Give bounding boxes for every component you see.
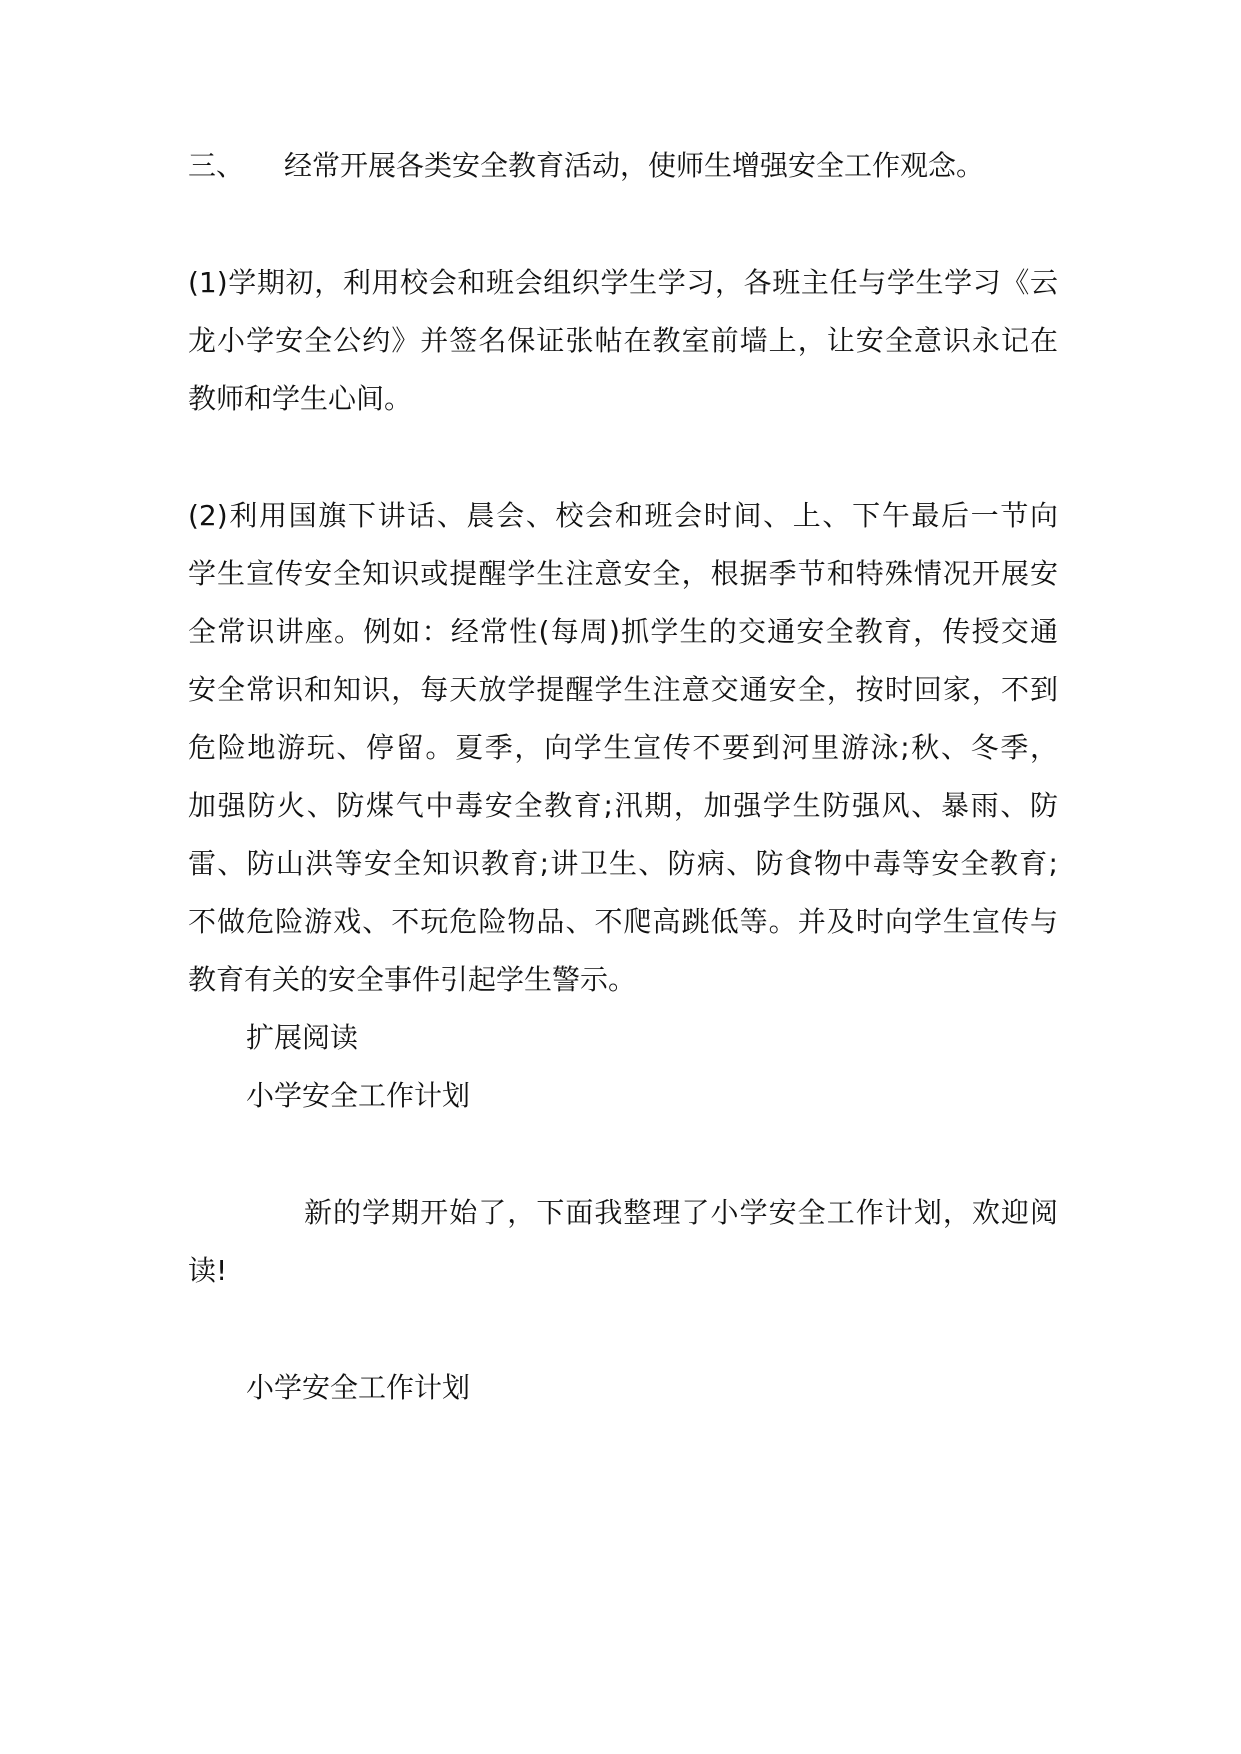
intro-line-2: 读! <box>188 1254 228 1287</box>
section-heading-text: 经常开展各类安全教育活动，使师生增强安全工作观念。 <box>284 149 985 182</box>
paragraph-1-line-3: 教师和学生心间。 <box>188 382 413 415</box>
extended-reading-label: 扩展阅读 <box>246 1021 359 1054</box>
intro-line-1: 新的学期开始了，下面我整理了小学安全工作计划，欢迎阅 <box>304 1196 1058 1229</box>
paragraph-2-line-8: 不做危险游戏、不玩危险物品、不爬高跳低等。并及时向学生宣传与 <box>188 905 1058 938</box>
extended-reading-title: 小学安全工作计划 <box>246 1079 471 1112</box>
section-number: 三、 <box>188 149 245 182</box>
paragraph-2-line-6: 加强防火、防煤气中毒安全教育;汛期，加强学生防强风、暴雨、防 <box>188 789 1058 822</box>
section-heading <box>188 146 1058 186</box>
paragraph-1-line-1: (1)学期初，利用校会和班会组织学生学习，各班主任与学生学习《云 <box>188 266 1058 299</box>
paragraph-2-line-5: 危险地游玩、停留。夏季，向学生宣传不要到河里游泳;秋、冬季， <box>188 731 1058 764</box>
paragraph-1-line-2: 龙小学安全公约》并签名保证张帖在教室前墙上，让安全意识永记在 <box>188 324 1058 357</box>
paragraph-2-line-4: 安全常识和知识，每天放学提醒学生注意交通安全，按时回家，不到 <box>188 673 1058 706</box>
paragraph-2-line-1: (2)利用国旗下讲话、晨会、校会和班会时间、上、下午最后一节向 <box>188 499 1058 532</box>
paragraph-2-line-9: 教育有关的安全事件引起学生警示。 <box>188 963 637 996</box>
plan-title: 小学安全工作计划 <box>246 1371 471 1404</box>
paragraph-2-line-3: 全常识讲座。例如：经常性(每周)抓学生的交通安全教育，传授交通 <box>188 615 1058 648</box>
paragraph-2-line-7: 雷、防山洪等安全知识教育;讲卫生、防病、防食物中毒等安全教育; <box>188 847 1058 880</box>
paragraph-2-line-2: 学生宣传安全知识或提醒学生注意安全，根据季节和特殊情况开展安 <box>188 557 1058 590</box>
